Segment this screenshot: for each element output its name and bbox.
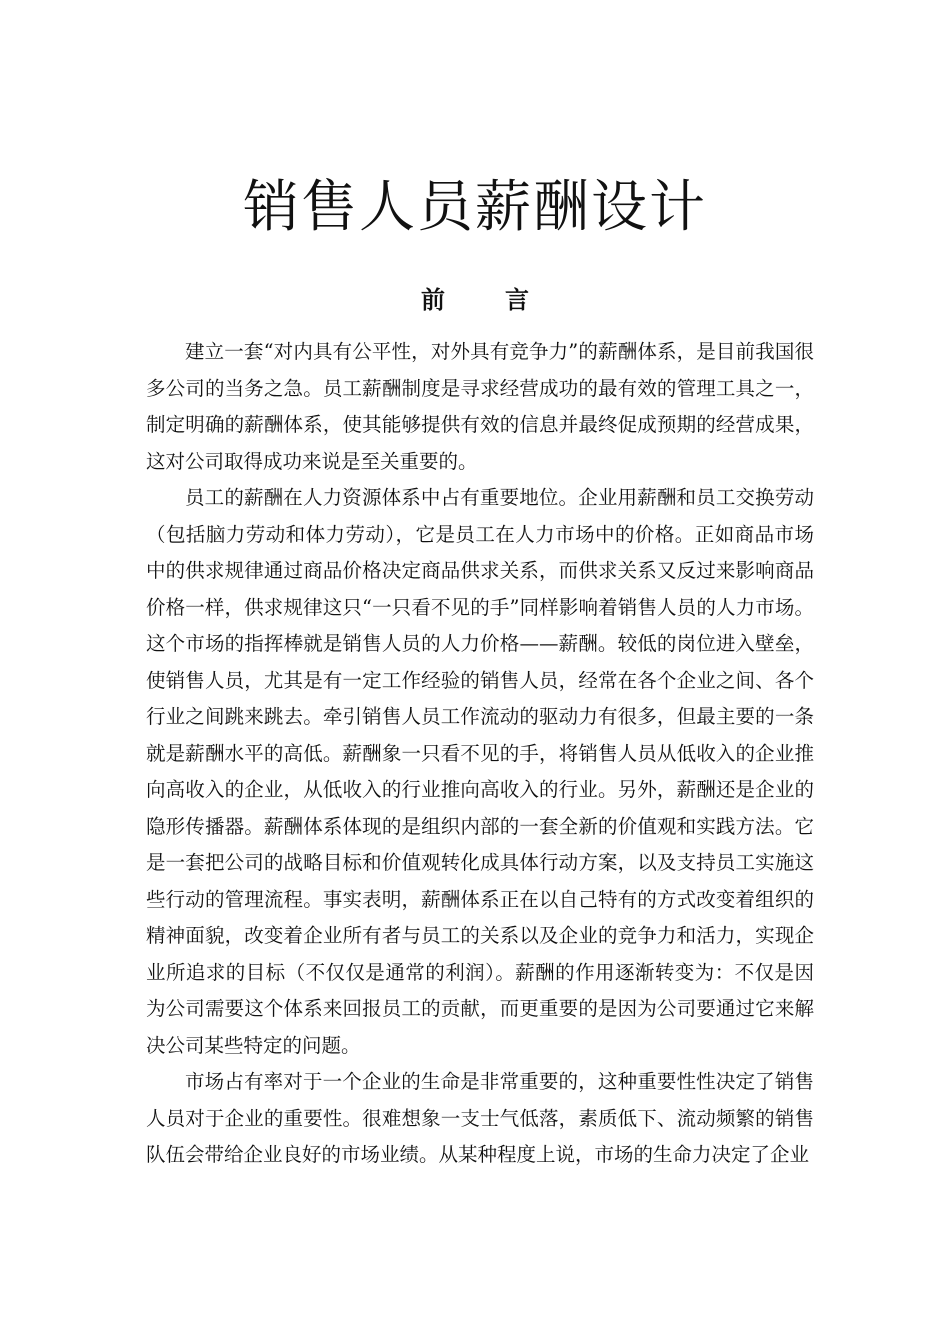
preface-heading xyxy=(0,283,950,317)
paragraph-1: 建立一套“对内具有公平性，对外具有竞争力”的薪酬体系，是目前我国很多公司的当务之急。员工薪酬制度是寻求经营成功的最有效的管理工具之一，制定明确的薪酬体系，使其能够提供有效的信息并最终促成预期的经营成果，这对公司取得成功来说是至关重要的。 xyxy=(146,340,814,473)
paragraph-3: 市场占有率对于一个企业的生命是非常重要的，这种重要性性决定了销售人员对于企业的重要性。很难想象一支士气低落，素质低下、流动频繁的销售队伍会带给企业良好的市场业绩。从某种程度上说，市场的生命力决定了企业 xyxy=(146,1070,814,1166)
preface-body xyxy=(146,334,814,1174)
preface-heading-char-2: 言 xyxy=(505,285,529,314)
preface-heading-char-1: 前 xyxy=(421,285,445,314)
document-title: 销售人员薪酬设计 xyxy=(243,175,707,240)
paragraph-2: 员工的薪酬在人力资源体系中占有重要地位。企业用薪酬和员工交换劳动（包括脑力劳动和体力劳动），它是员工在人力市场中的价格。正如商品市场中的供求规律通过商品价格决定商品供求关系，而供求关系又反过来影响商品价格一样，供求规律这只“一只看不见的手”同样影响着销售人员的人力市场。这个市场的指挥棒就是销售人员的人力价格——薪酬。较低的岗位进入壁垒，使销售人员，尤其是有一定工作经验的销售人员，经常在各个企业之间、各个行业之间跳来跳去。牵引销售人员工作流动的驱动力有很多，但最主要的一条就是薪酬水平的高低。薪酬象一只看不见的手，将销售人员从低收入的企业推向高收入的企业，从低收入的行业推向高收入的行业。另外，薪酬还是企业的隐形传播器。薪酬体系体现的是组织内部的一套全新的价值观和实践方法。它是一套把公司的战略目标和价值观转化成具体行动方案，以及支持员工实施这些行动的管理流程。事实表明，薪酬体系正在以自己特有的方式改变着组织的精神面貌，改变着企业所有者与员工的关系以及企业的竞争力和活力，实现企业所追求的目标（不仅仅是通常的利润）。薪酬的作用逐渐转变为：不仅是因为公司需要这个体系来回报员工的贡献，而更重要的是因为公司要通过它来解决公司某些特定的问题。 xyxy=(146,486,814,1057)
